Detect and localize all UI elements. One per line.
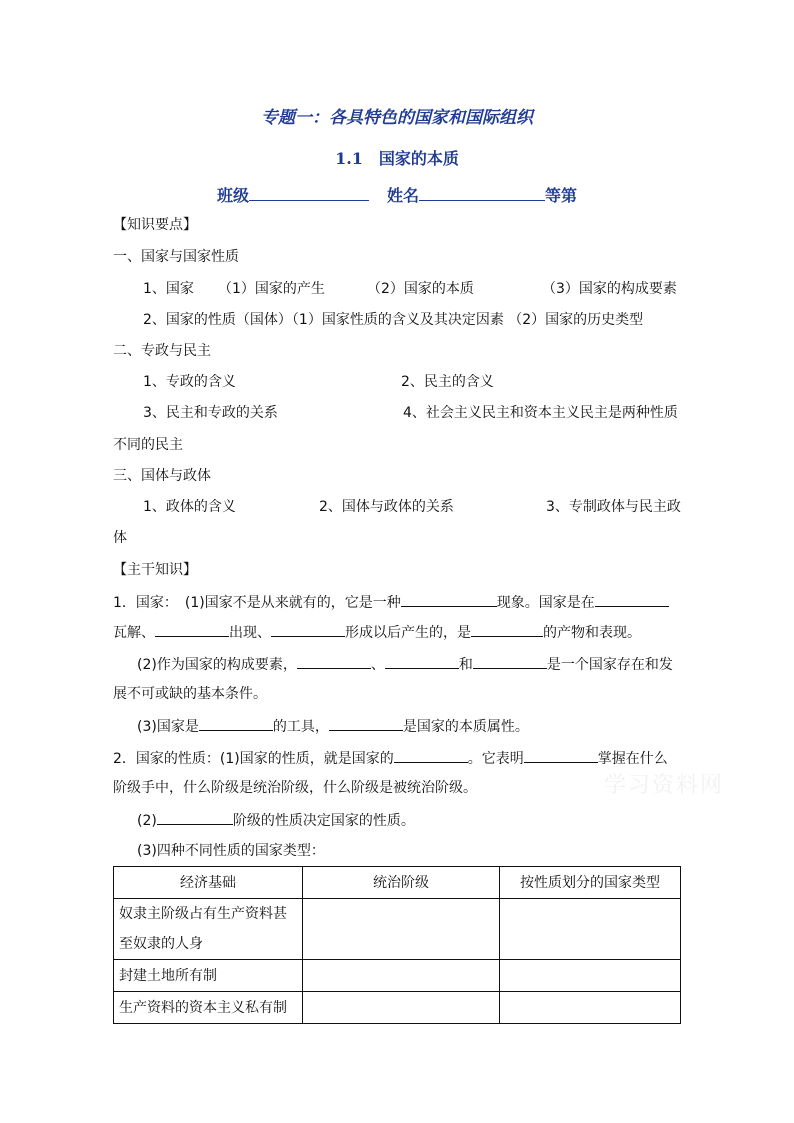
question-5-line: (2) 阶级的性质决定国家的性质。: [137, 810, 415, 831]
table-cell: 奴隶主阶级占有生产资料甚至奴隶的人身: [114, 899, 303, 960]
answer-blank[interactable]: [595, 592, 669, 607]
class-blank[interactable]: [249, 184, 369, 201]
table-row: [114, 992, 681, 1024]
table-cell-empty[interactable]: [303, 992, 500, 1024]
table-cell-empty[interactable]: [303, 960, 500, 992]
table-header-cell: 按性质划分的国家类型: [500, 867, 681, 899]
answer-blank[interactable]: [297, 654, 371, 669]
answer-blank[interactable]: [471, 622, 543, 637]
outline-item: （3）国家的构成要素: [542, 281, 677, 297]
question-1-line-1: 1．国家： (1)国家不是从来就有的，它是一种 现象。国家是在: [113, 592, 669, 613]
table-row: [114, 960, 681, 992]
topic-title: 专题一：各具特色的国家和国际组织: [261, 108, 533, 128]
outline-heading-1: 一、国家与国家性质: [113, 249, 239, 265]
outline-item: 3、专制政体与民主政: [546, 499, 681, 515]
answer-blank[interactable]: [385, 654, 459, 669]
outline-item: （1）国家的产生: [218, 281, 325, 297]
answer-blank[interactable]: [199, 716, 273, 731]
outline-item: 2、国家的性质（国体）（1）国家性质的含义及其决定因素 （2）国家的历史类型: [143, 312, 644, 328]
outline-item: 1、政体的含义: [143, 499, 236, 515]
grade-label: 等第: [545, 186, 578, 205]
section-main-knowledge: 【主干知识】: [113, 562, 197, 578]
answer-blank[interactable]: [473, 654, 547, 669]
question-6-line: (3)四种不同性质的国家类型：: [137, 843, 325, 859]
answer-blank[interactable]: [155, 622, 229, 637]
section-knowledge-points: 【知识要点】: [113, 217, 197, 233]
outline-item: 1、专政的含义: [143, 374, 236, 390]
outline-heading-2: 二、专政与民主: [113, 343, 211, 359]
answer-blank[interactable]: [157, 810, 233, 825]
lesson-title: 1.1 国家的本质: [335, 149, 459, 168]
watermark: 学习资料网: [604, 773, 725, 798]
table-cell-empty[interactable]: [500, 960, 681, 992]
answer-blank[interactable]: [401, 592, 497, 607]
question-4-line-2: 阶级手中，什么阶级是统治阶级，什么阶级是被统治阶级。: [113, 780, 477, 796]
outline-item: （2）国家的本质: [367, 281, 474, 297]
outline-item-continued: 体: [113, 530, 127, 546]
question-2-line-2: 展不可或缺的基本条件。: [113, 686, 267, 702]
table-header-row: [114, 867, 681, 899]
outline-item: 1、国家: [143, 281, 194, 297]
table-cell-empty[interactable]: [303, 899, 500, 960]
answer-blank[interactable]: [329, 716, 403, 731]
outline-item: 2、民主的含义: [401, 374, 494, 390]
answer-blank[interactable]: [271, 622, 345, 637]
answer-blank[interactable]: [394, 748, 468, 763]
question-3-line: (3)国家是 的工具， 是国家的本质属性。: [137, 716, 529, 737]
table-cell-empty[interactable]: [500, 992, 681, 1024]
outline-item-continued: 不同的民主: [113, 437, 183, 453]
table-cell: 生产资料的资本主义私有制: [114, 992, 303, 1024]
state-types-table: [113, 866, 681, 1024]
student-info-line: [0, 184, 794, 207]
name-label: 姓名: [386, 186, 419, 205]
outline-item: 3、民主和专政的关系: [143, 405, 278, 421]
table-row: [114, 899, 681, 960]
table-cell: 封建土地所有制: [114, 960, 303, 992]
question-1-line-2: 瓦解、 出现、 形成以后产生的，是 的产物和表现。: [113, 622, 641, 643]
answer-blank[interactable]: [524, 748, 598, 763]
outline-item: 4、社会主义民主和资本主义民主是两种性质: [403, 405, 678, 421]
class-label: 班级: [216, 186, 249, 205]
question-4-line-1: 2．国家的性质：(1)国家的性质，就是国家的 。它表明 掌握在什么: [113, 748, 668, 769]
outline-item: 2、国体与政体的关系: [319, 499, 454, 515]
table-cell-empty[interactable]: [500, 899, 681, 960]
table-header-cell: 统治阶级: [303, 867, 500, 899]
outline-heading-3: 三、国体与政体: [113, 468, 211, 484]
table-header-cell: 经济基础: [114, 867, 303, 899]
question-2-line-1: (2)作为国家的构成要素， 、 和 是一个国家存在和发: [137, 654, 673, 675]
name-blank[interactable]: [419, 184, 545, 201]
